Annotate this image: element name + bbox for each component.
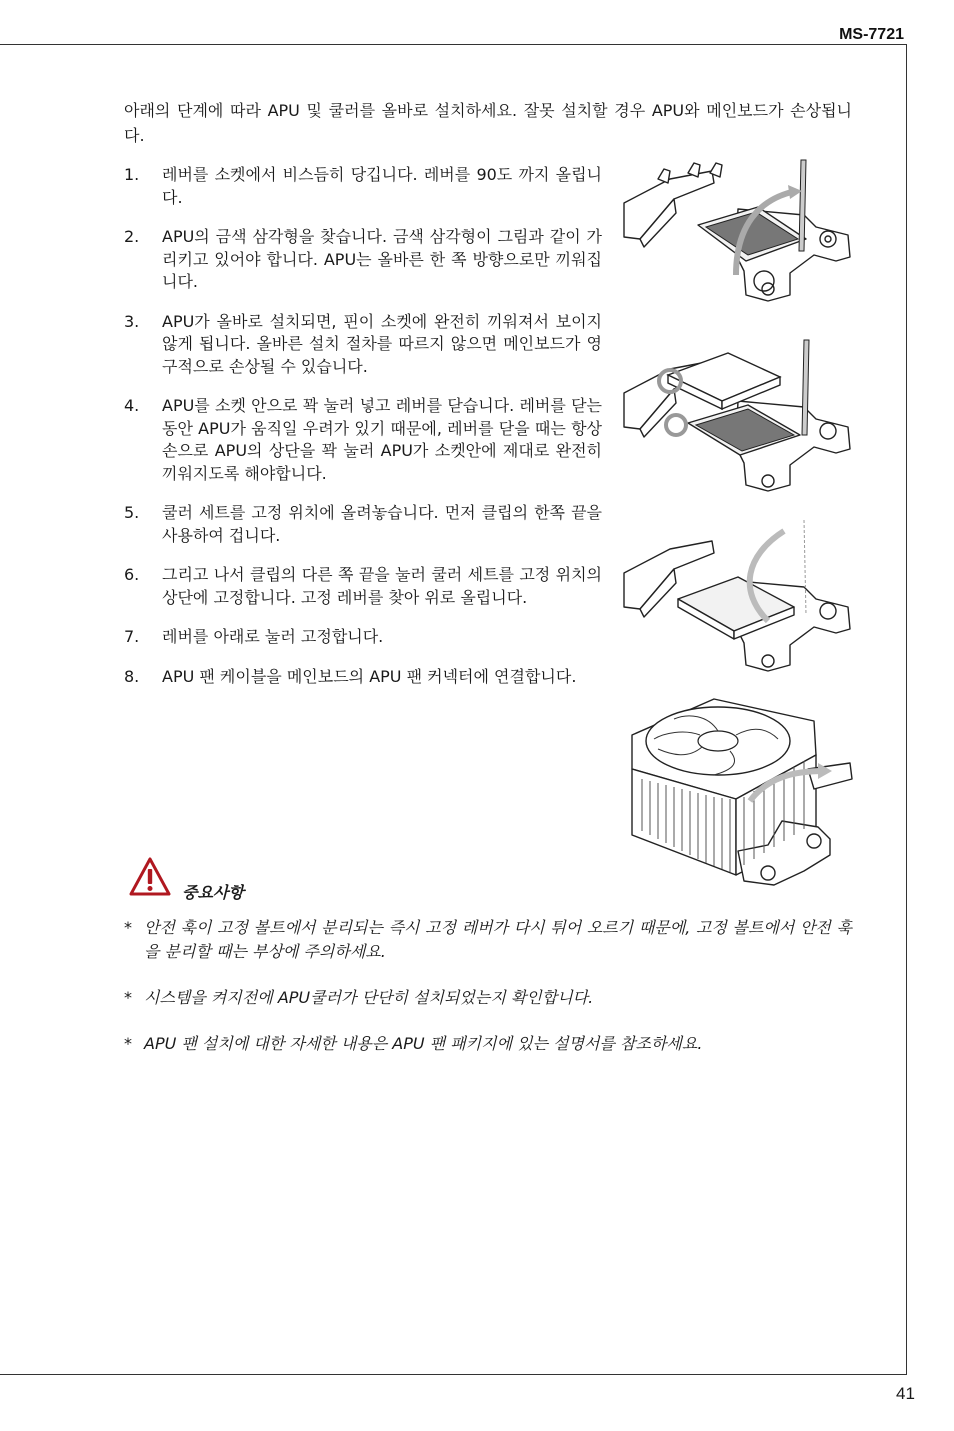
page-number: 41 [896, 1384, 915, 1403]
step-text: 레버를 소켓에서 비스듬히 당깁니다. 레버를 90도 까지 올립니다. [162, 165, 602, 207]
step-item: 3. APU가 올바로 설치되면, 핀이 소켓에 완전히 끼워져서 보이지 않게 됩니다. 올바른 설치 절차를 따르지 않으면 메인보드가 영구적으로 손상될 수 있습니다. [124, 311, 602, 376]
step-item: 8. APU 팬 케이블을 메인보드의 APU 팬 커넥터에 연결합니다. [124, 666, 577, 686]
step-item: 1. 레버를 소켓에서 비스듬히 당깁니다. 레버를 90도 까지 올립니다. [124, 165, 602, 207]
step-item: 5. 쿨러 세트를 고정 위치에 올려놓습니다. 먼저 클립의 한쪽 끝을 사용하여 겁니다. [124, 503, 602, 545]
step-text: APU 팬 케이블을 메인보드의 APU 팬 커넥터에 연결합니다. [162, 666, 577, 686]
step-text: APU의 금색 삼각형을 찾습니다. 금색 삼각형이 그림과 같이 가리키고 있어야 합니다. APU는 올바른 한 쪽 방향으로만 끼워집니다. [162, 227, 602, 291]
lever-closing-illustration [618, 515, 854, 675]
step-text: 그리고 나서 클립의 다른 쪽 끝을 눌러 쿨러 세트를 고정 위치의 상단에 고정합니다. 고정 레버를 찾아 위로 올립니다. [162, 565, 602, 607]
note-text: 시스템을 켜지전에 APU쿨러가 단단히 설치되었는지 확인합니다. [144, 988, 594, 1007]
note-item: * 안전 훅이 고정 볼트에서 분리되는 즉시 고정 레버가 다시 튀어 오르기 때문에, 고정 볼트에서 안전 훅을 분리할 때는 부상에 주의하세요. [124, 918, 852, 961]
step-item: 7. 레버를 아래로 눌러 고정합니다. [124, 627, 384, 646]
footer-rule [0, 1374, 907, 1375]
step-text: APU가 올바로 설치되면, 핀이 소켓에 완전히 끼워져서 보이지 않게 됩니다. 올바른 설치 절차를 따르지 않으면 메인보드가 영구적으로 손상될 수 있습니다. [162, 311, 602, 376]
step-text: APU를 소켓 안으로 꽉 눌러 넣고 레버를 닫습니다. 레버를 닫는 동안 APU가 움직일 우려가 있기 때문에, 레버를 닫을 때는 항상 손으로 APU의 상단을 꽉 눌러 APU가 소켓안에 제대로 완전히 끼워지도록 해야합니다. [162, 396, 602, 483]
note-item: * 시스템을 켜지전에 APU쿨러가 단단히 설치되었는지 확인합니다. [124, 988, 594, 1007]
cooler-fan-illustration [618, 695, 854, 895]
header-rule [0, 44, 907, 45]
socket-lever-raised-illustration [618, 155, 854, 305]
warning-icon [129, 857, 171, 897]
step-item: 6. 그리고 나서 클립의 다른 쪽 끝을 눌러 쿨러 세트를 고정 위치의 상단에 고정합니다. 고정 레버를 찾아 위로 올립니다. [124, 565, 602, 607]
step-item: 2. APU의 금색 삼각형을 찾습니다. 금색 삼각형이 그림과 같이 가리키고 있어야 합니다. APU는 올바른 한 쪽 방향으로만 끼워집니다. [124, 227, 602, 291]
step-item: 4. APU를 소켓 안으로 꽉 눌러 넣고 레버를 닫습니다. 레버를 닫는 동안 APU가 움직일 우려가 있기 때문에, 레버를 닫을 때는 항상 손으로 APU의 상단을 꽉 눌러 APU가 소켓안에 제대로 완전히 끼워지도록 해야합니다. [124, 396, 602, 483]
installation-steps [124, 164, 602, 688]
right-margin-rule [906, 44, 907, 1374]
important-title: 중요사항 [182, 883, 244, 902]
important-notes [124, 916, 852, 1056]
step-text: 레버를 아래로 눌러 고정합니다. [162, 627, 384, 646]
intro-paragraph: 아래의 단계에 따라 APU 및 쿨러를 올바로 설치하세요. 잘못 설치할 경우 APU와 메인보드가 손상됩니다. [124, 101, 852, 145]
note-item: * APU 팬 설치에 대한 자세한 내용은 APU 팬 패키지에 있는 설명서를 참조하세요. [124, 1034, 703, 1053]
note-text: APU 팬 설치에 대한 자세한 내용은 APU 팬 패키지에 있는 설명서를 참조하세요. [144, 1034, 703, 1053]
note-text: 안전 훅이 고정 볼트에서 분리되는 즉시 고정 레버가 다시 튀어 오르기 때문에, 고정 볼트에서 안전 훅을 분리할 때는 부상에 주의하세요. [144, 918, 852, 961]
model-number: MS-7721 [839, 26, 904, 43]
step-text: 쿨러 세트를 고정 위치에 올려놓습니다. 먼저 클립의 한쪽 끝을 사용하여 겁니다. [162, 503, 602, 545]
apu-placement-illustration [618, 335, 854, 495]
